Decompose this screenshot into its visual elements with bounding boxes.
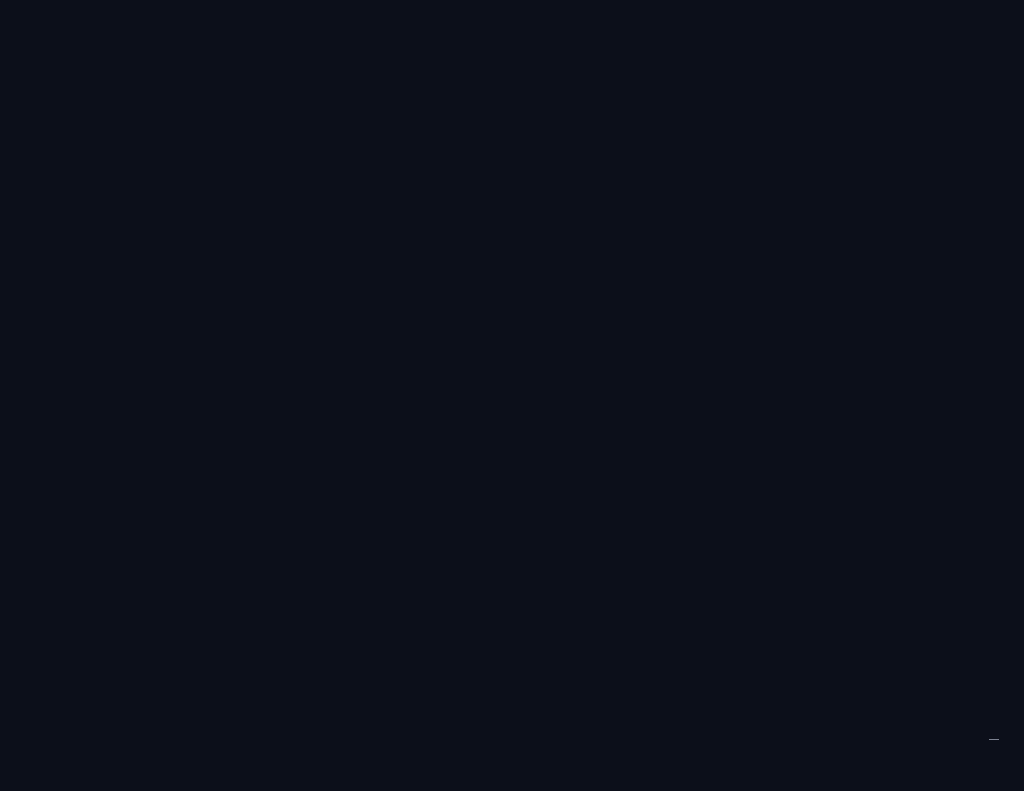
signature (433, 181, 933, 199)
foreword-body (433, 163, 933, 199)
side-label (989, 580, 1000, 740)
divider (989, 739, 999, 740)
